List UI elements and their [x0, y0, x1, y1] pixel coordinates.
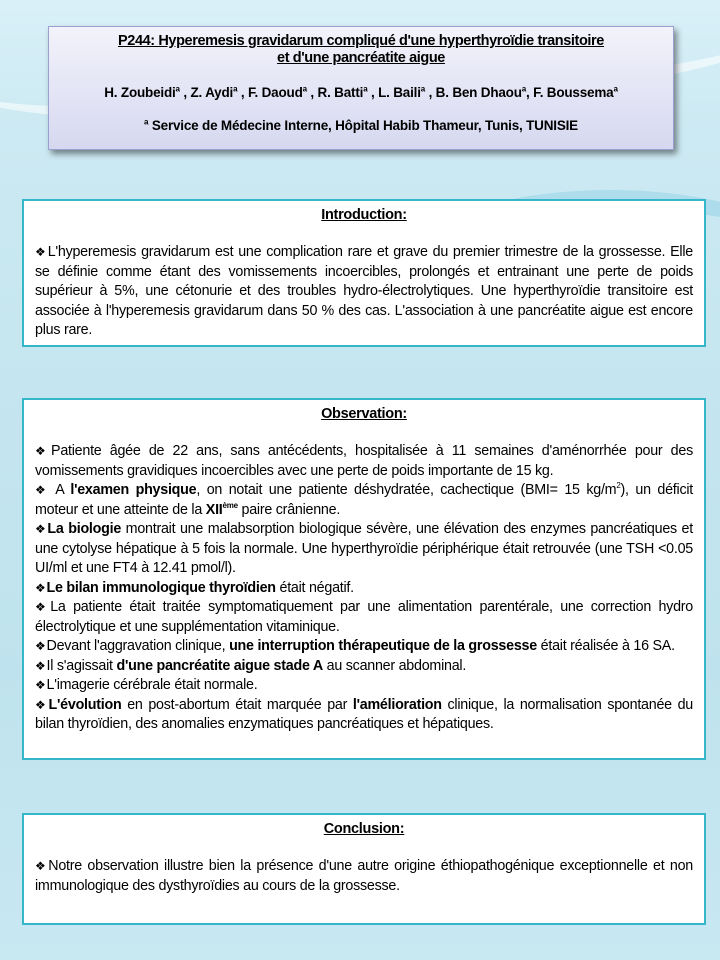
- bullet-icon: ❖: [35, 522, 47, 536]
- author-list: H. Zoubeidi$^a$ , Z. Aydi$^a$ , F. Daoud$^a$ , R. Batti$^a$ , L. Baili$^a$ , B. Ben Dhaou$^a$, F. Boussema$^a$: [104, 84, 618, 100]
- list-item: ❖ A l'examen physique, on notait une patiente déshydratée, cachectique (BMI= 15 $kg/m^2$), un déficit moteur et une atteinte de la XIIème paire crânienne.: [35, 481, 693, 518]
- observation-section: [22, 398, 706, 760]
- introduction-title: Introduction:: [321, 207, 407, 223]
- poster-header: [48, 26, 674, 150]
- poster-title-line1: P244: Hyperemesis gravidarum compliqué d'une hyperthyroïdie transitoire: [118, 33, 604, 49]
- author: B. Ben Dhaou$^a$: [435, 84, 527, 100]
- list-item: ❖L'imagerie cérébrale était normale.: [35, 677, 258, 693]
- observation-title: Observation:: [321, 406, 407, 422]
- bullet-icon: ❖: [35, 639, 46, 653]
- observation-text: [35, 442, 693, 735]
- bullet-icon: ❖: [35, 678, 46, 692]
- author: R. Batti$^a$: [317, 84, 368, 100]
- bullet-icon: ❖: [35, 697, 48, 712]
- conclusion-text: ❖Notre observation illustre bien la présence d'une autre origine éthiopathogénique exceptionnelle et non immunologique des dysthyroïdies au cours de la grossesse.: [35, 858, 693, 894]
- list-item: ❖L'évolution en post-abortum était marquée par l'amélioration clinique, la normalisation spontanée du bilan thyroïdien, des anomalies enzymatiques pancréatiques et hépatiques.: [35, 696, 693, 732]
- bullet-icon: ❖: [35, 600, 50, 614]
- author: Z. Aydi$^a$: [190, 84, 238, 100]
- bullet-icon: ❖: [35, 859, 48, 873]
- list-item: ❖Patiente âgée de 22 ans, sans antécédents, hospitalisée à 11 semaines d'aménorrhée pour des vomissements gravidiques incoercibles avec une perte de poids importante de 15 kg.: [35, 443, 693, 479]
- bullet-icon: ❖: [35, 658, 46, 673]
- bullet-icon: ❖: [35, 580, 46, 595]
- affiliation: $^a$ Service de Médecine Interne, Hôpital Habib Thameur, Tunis, TUNISIE: [144, 117, 578, 133]
- introduction-section: [22, 199, 706, 347]
- poster-title-line2: et d'une pancréatite aigue: [277, 50, 445, 66]
- bullet-icon: ❖: [35, 444, 51, 458]
- introduction-text: ❖L'hyperemesis gravidarum est une complication rare et grave du premier trimestre de la grossesse. Elle se définie comme étant des vomissements incoercibles, prolongés et entrainant une perte de poids supérieur à 5%, une cétonurie et des troubles hydro-électrolytiques. Une hyperthyroïdie transitoire est associée à l'hyperemesis gravidarum dans 50 % des cas. L'association à une pancréatite aigue est encore plus rare.: [35, 244, 693, 338]
- bullet-icon: ❖: [35, 245, 47, 259]
- list-item: ❖La biologie montrait une malabsorption biologique sévère, une élévation des enzymes pancréatiques et une cytolyse hépatique à 5 fois la normale. Une hyperthyroïdie périphérique était retrouvée (une TSH <0.05 UI/ml et une FT4 à 12.41 pmol/l).: [35, 521, 693, 576]
- list-item: ❖Il s'agissait d'une pancréatite aigue stade A au scanner abdominal.: [35, 657, 467, 674]
- author: H. Zoubeidi$^a$: [104, 84, 180, 100]
- author: F. Boussema$^a$: [533, 84, 618, 100]
- author: L. Baili$^a$: [378, 84, 426, 100]
- list-item: ❖Le bilan immunologique thyroïdien était négatif.: [35, 579, 354, 596]
- list-item: ❖La patiente était traitée symptomatiquement par une alimentation parentérale, une correction hydro électrolytique et une supplémentation vitaminique.: [35, 599, 693, 635]
- list-item: ❖Devant l'aggravation clinique, une interruption thérapeutique de la grossesse était réalisée à 16 SA.: [35, 638, 675, 654]
- conclusion-section: [22, 813, 706, 925]
- conclusion-title: Conclusion:: [323, 821, 405, 837]
- author: F. Daoud$^a$: [247, 84, 307, 100]
- bullet-icon: ❖: [35, 483, 49, 497]
